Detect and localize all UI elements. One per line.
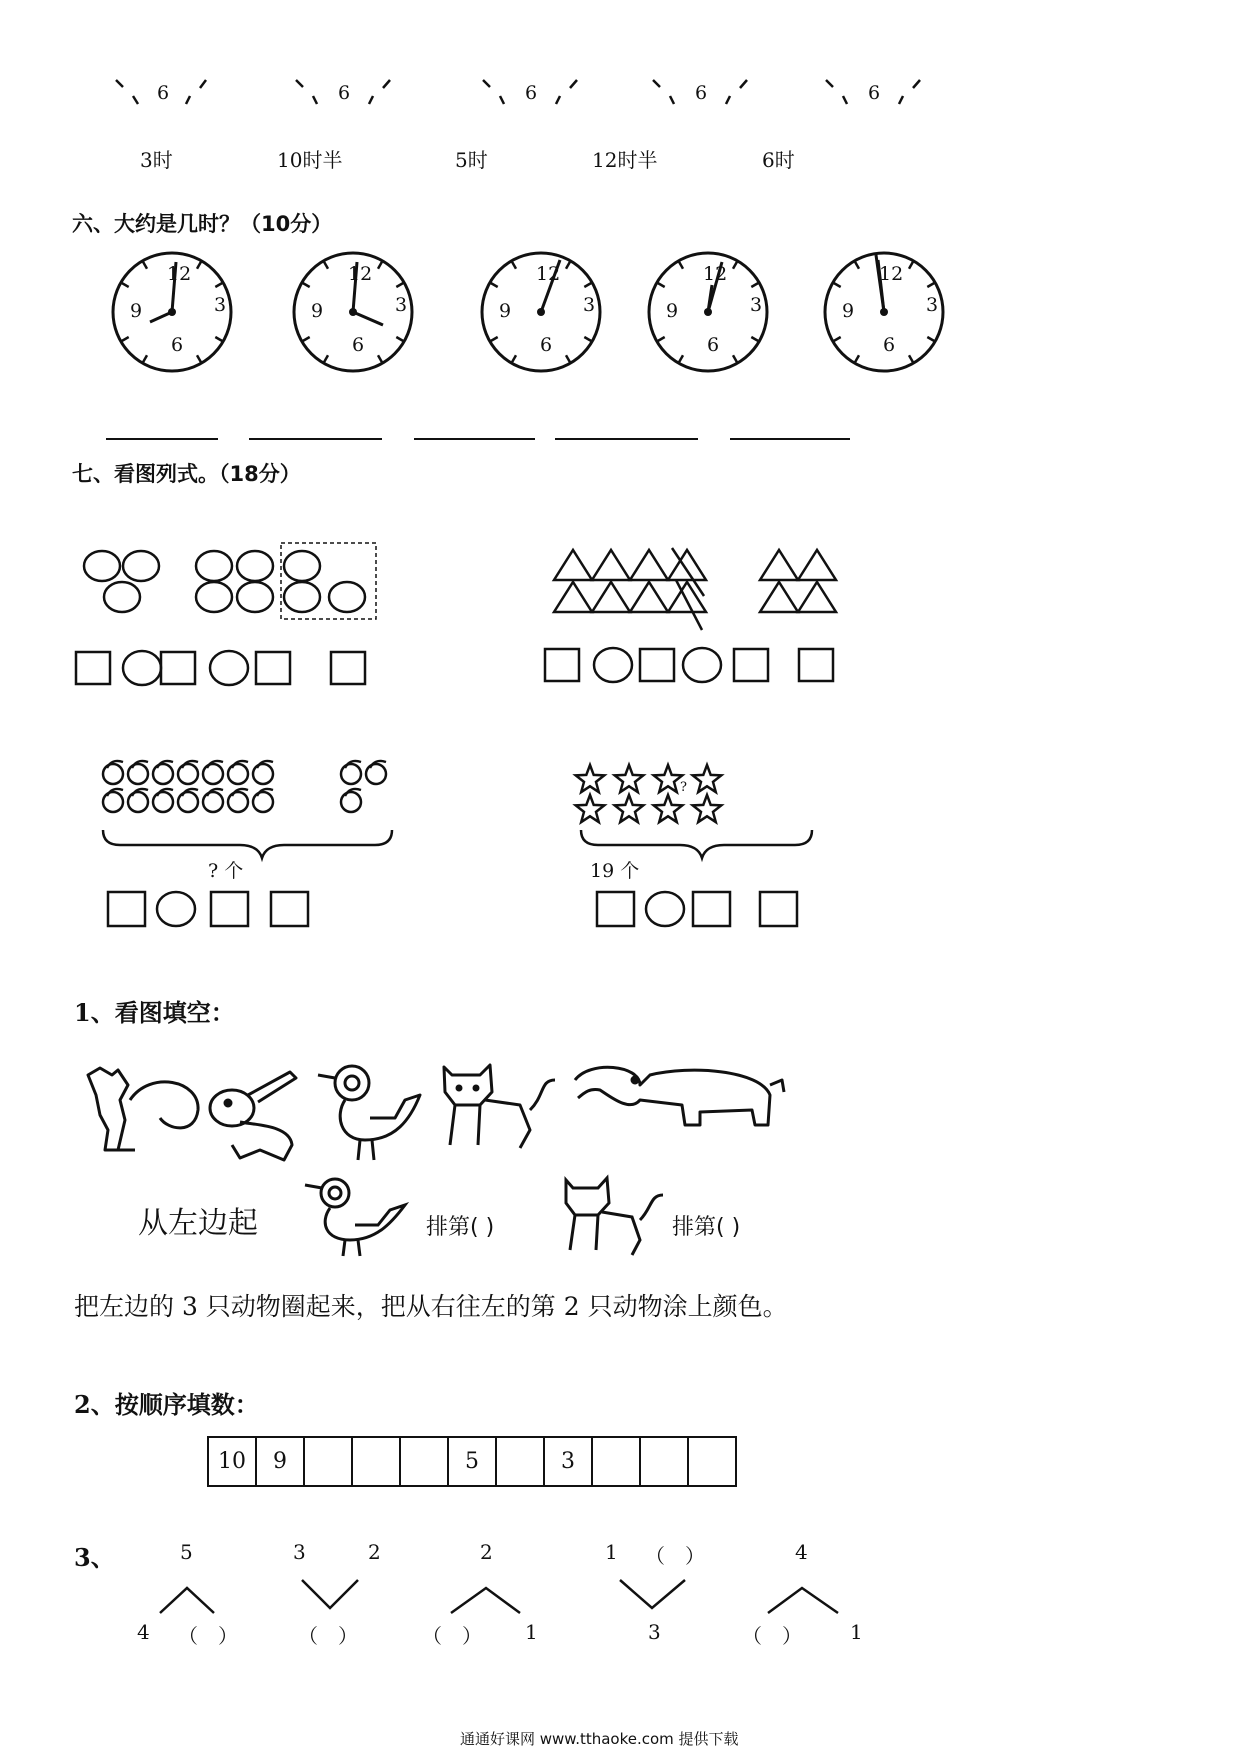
clock-5-num-12: 12 — [879, 263, 904, 285]
cherry-icon — [203, 761, 223, 784]
tree2-top-right: 2 — [368, 1540, 381, 1564]
dial-number-6: 6 — [868, 82, 881, 104]
seq-cell-9[interactable] — [592, 1437, 640, 1486]
clock-1-num-3: 3 — [214, 294, 227, 316]
fill2-title: 2、按顺序填数： — [74, 1390, 259, 1419]
cherry-icon — [178, 789, 198, 812]
seq-cell-5[interactable] — [400, 1437, 448, 1486]
time-label-3: 5时 — [455, 148, 488, 172]
seq-cell-3[interactable] — [304, 1437, 352, 1486]
clock-2-num-3: 3 — [395, 294, 408, 316]
time-label-1: 3时 — [140, 148, 173, 172]
star-icon — [693, 765, 722, 792]
cherry-icon — [341, 761, 361, 784]
answer-blank-5[interactable] — [730, 438, 850, 440]
answer-blank-2[interactable] — [249, 438, 382, 440]
elephant-icon — [575, 1067, 784, 1125]
tree5-bottom-left[interactable]: （ ） — [742, 1624, 802, 1648]
duck-icon — [318, 1066, 420, 1160]
cherry-icon — [103, 761, 123, 784]
tree3-top: 2 — [480, 1540, 493, 1564]
tree4-bottom: 3 — [648, 1620, 661, 1644]
clock-1-num-12: 12 — [167, 263, 192, 285]
stars-total: 19 个 — [590, 860, 640, 882]
tree3-bottom-right: 1 — [525, 1620, 538, 1644]
tree5-bottom-right: 1 — [850, 1620, 863, 1644]
fill3-label: 3、 — [74, 1543, 115, 1572]
dial-number-6: 6 — [157, 82, 170, 104]
seq-cell-2[interactable]: 9 — [256, 1437, 304, 1486]
fill1-instruction: 把左边的 3 只动物圈起来，把从右往左的第 2 只动物涂上颜色。 — [74, 1292, 788, 1321]
tree3-bottom-left[interactable]: （ ） — [422, 1624, 482, 1648]
clock-3-num-6: 6 — [540, 334, 553, 356]
answer-blank-4[interactable] — [555, 438, 698, 440]
cherry-icon — [178, 761, 198, 784]
cherry-icon — [153, 761, 173, 784]
clock-5-num-6: 6 — [883, 334, 896, 356]
clock-3-num-12: 12 — [536, 263, 561, 285]
star-icon — [576, 765, 605, 792]
clock-4-num-12: 12 — [703, 263, 728, 285]
time-label-5: 6时 — [762, 148, 795, 172]
cherry-icon — [128, 761, 148, 784]
clock-2-num-6: 6 — [352, 334, 365, 356]
cat-rank[interactable]: 排第( ) — [672, 1215, 741, 1240]
cherry-icon — [341, 789, 361, 812]
star-icon — [654, 765, 683, 792]
tree2-top-left: 3 — [293, 1540, 306, 1564]
time-label-4: 12时半 — [592, 148, 658, 172]
time-label-2: 10时半 — [277, 148, 343, 172]
footer-text: 通通好课网 www.tthaoke.com 提供下载 — [460, 1730, 739, 1748]
cherry-icon — [103, 789, 123, 812]
answer-blank-1[interactable] — [106, 438, 218, 440]
cherry-icon — [366, 761, 386, 784]
fill1-title: 1、看图填空： — [74, 998, 235, 1027]
clock-3-num-9: 9 — [499, 300, 512, 322]
seq-cell-4[interactable] — [352, 1437, 400, 1486]
answer-blank-3[interactable] — [414, 438, 535, 440]
clock-1-num-9: 9 — [130, 300, 143, 322]
squirrel-icon — [88, 1068, 198, 1150]
clock-5-num-9: 9 — [842, 300, 855, 322]
cat-icon — [444, 1065, 555, 1148]
clock-1-num-6: 6 — [171, 334, 184, 356]
section7-title: 七、看图列式。（18分） — [72, 462, 301, 486]
seq-cell-11[interactable] — [688, 1437, 736, 1486]
star-icon — [615, 765, 644, 792]
stars-question-mark: ? — [680, 780, 687, 795]
cherries-brace — [103, 830, 392, 858]
cherry-icon — [153, 789, 173, 812]
seq-cell-8[interactable]: 3 — [544, 1437, 592, 1486]
seq-cell-6[interactable]: 5 — [448, 1437, 496, 1486]
clock-3-num-3: 3 — [583, 294, 596, 316]
tree1-bottom-left: 4 — [137, 1620, 150, 1644]
number-trees — [0, 0, 1, 1]
dial-number-6: 6 — [338, 82, 351, 104]
stars-brace — [581, 830, 812, 858]
seq-cell-7[interactable] — [496, 1437, 544, 1486]
cherries-question: ? 个 — [208, 860, 244, 882]
tree2-bottom[interactable]: （ ） — [298, 1624, 358, 1648]
tree1-bottom-right[interactable]: （ ） — [178, 1624, 238, 1648]
number-sequence-table — [207, 1436, 737, 1487]
star-icon — [693, 795, 722, 822]
dial-number-6: 6 — [525, 82, 538, 104]
section6-title: 六、大约是几时？（10分） — [72, 212, 333, 236]
seq-cell-10[interactable] — [640, 1437, 688, 1486]
tree5-top: 4 — [795, 1540, 808, 1564]
from-left-label: 从左边起 — [138, 1206, 258, 1241]
duck-rank[interactable]: 排第( ) — [426, 1215, 495, 1240]
seq-cell-1[interactable]: 10 — [208, 1437, 256, 1486]
tree4-top-left: 1 — [605, 1540, 618, 1564]
cherry-icon — [253, 789, 273, 812]
dial-number-6: 6 — [695, 82, 708, 104]
tree4-top-right[interactable]: （ ） — [645, 1544, 705, 1568]
clock-5-num-3: 3 — [926, 294, 939, 316]
cherry-icon — [253, 761, 273, 784]
rabbit-icon — [210, 1072, 296, 1160]
clock-4-num-9: 9 — [666, 300, 679, 322]
clock-4-num-6: 6 — [707, 334, 720, 356]
star-icon — [576, 795, 605, 822]
cherry-icon — [203, 789, 223, 812]
star-icon — [654, 795, 683, 822]
tree1-top: 5 — [180, 1540, 193, 1564]
cherry-icon — [128, 789, 148, 812]
clock-4-num-3: 3 — [750, 294, 763, 316]
star-icon — [615, 795, 644, 822]
cherry-icon — [228, 761, 248, 784]
cherry-icon — [228, 789, 248, 812]
clock-2-num-9: 9 — [311, 300, 324, 322]
clock-2-num-12: 12 — [348, 263, 373, 285]
